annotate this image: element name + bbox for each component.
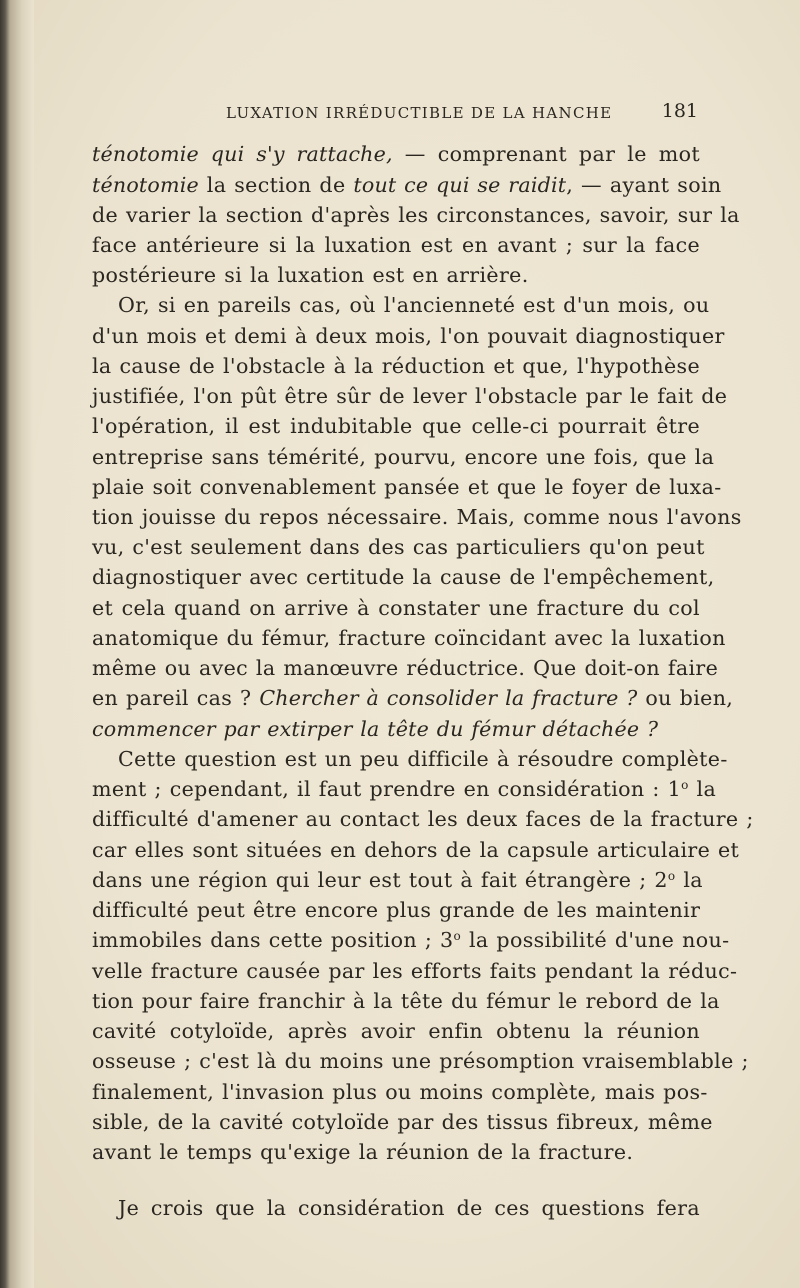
text-line: la cause de l'obstacle à la réduction et que, l'hypothèse bbox=[92, 354, 700, 378]
text-line: et cela quand on arrive à constater une fracture du col bbox=[92, 596, 700, 620]
text-line: commencer par extirper la tête du fémur détachée ? bbox=[92, 717, 659, 741]
text-line: cavité cotyloïde, après avoir enfin obtenu la réunion bbox=[92, 1019, 700, 1043]
text-line: avant le temps qu'exige la réunion de la fracture. bbox=[92, 1140, 634, 1164]
running-title: LUXATION IRRÉDUCTIBLE DE LA HANCHE bbox=[226, 104, 613, 122]
text-line: postérieure si la luxation est en arrière. bbox=[92, 263, 529, 287]
text-line: car elles sont situées en dehors de la capsule articulaire et bbox=[92, 838, 740, 862]
text-line: l'opération, il est indubitable que celle-ci pourrait être bbox=[92, 414, 700, 438]
text-line: finalement, l'invasion plus ou moins complète, mais pos- bbox=[92, 1080, 708, 1104]
text-line: osseuse ; c'est là du moins une présomption vraisemblable ; bbox=[92, 1049, 749, 1073]
text-line: ment ; cependant, il faut prendre en considération : 1$^o$ la bbox=[92, 777, 717, 801]
page-binding-edge bbox=[0, 0, 34, 1288]
text-line: plaie soit convenablement pansée et que le foyer de luxa- bbox=[92, 475, 722, 499]
text-line: entreprise sans témérité, pourvu, encore une fois, que la bbox=[92, 445, 715, 469]
running-head bbox=[92, 100, 700, 130]
page-number: 181 bbox=[661, 100, 698, 122]
text-line: Je crois que la considération de ces questions fera bbox=[118, 1196, 700, 1220]
text-line: même ou avec la manœuvre réductrice. Que doit-on faire bbox=[92, 656, 719, 680]
text-line: en pareil cas ? Chercher à consolider la fracture ? ou bien, bbox=[92, 686, 734, 710]
text-line: ténotomie qui s'y rattache, — comprenant par le mot bbox=[92, 142, 700, 166]
text-line: justifiée, l'on pût être sûr de lever l'obstacle par le fait de bbox=[92, 384, 728, 408]
text-line: sible, de la cavité cotyloïde par des tissus fibreux, même bbox=[92, 1110, 713, 1134]
text-line: diagnostiquer avec certitude la cause de l'empêchement, bbox=[92, 565, 715, 589]
text-line: Or, si en pareils cas, où l'ancienneté est d'un mois, ou bbox=[118, 293, 710, 317]
text-line: difficulté peut être encore plus grande de les maintenir bbox=[92, 898, 701, 922]
text-line: vu, c'est seulement dans des cas particuliers qu'on peut bbox=[92, 535, 705, 559]
text-line: velle fracture causée par les efforts faits pendant la réduc- bbox=[92, 959, 738, 983]
text-line: immobiles dans cette position ; 3$^o$ la possibilité d'une nou- bbox=[92, 928, 730, 952]
text-line: difficulté d'amener au contact les deux faces de la fracture ; bbox=[92, 807, 754, 831]
text-line: d'un mois et demi à deux mois, l'on pouvait diagnostiquer bbox=[92, 324, 725, 348]
text-line: de varier la section d'après les circonstances, savoir, sur la bbox=[92, 203, 740, 227]
text-line: tion pour faire franchir à la tête du fémur le rebord de la bbox=[92, 989, 720, 1013]
text-line: dans une région qui leur est tout à fait étrangère ; 2$^o$ la bbox=[92, 868, 703, 892]
text-line: ténotomie la section de tout ce qui se raidit, — ayant soin bbox=[92, 173, 722, 197]
text-line: Cette question est un peu difficile à résoudre complète- bbox=[118, 747, 728, 771]
text-line: tion jouisse du repos nécessaire. Mais, comme nous l'avons bbox=[92, 505, 742, 529]
text-line: anatomique du fémur, fracture coïncidant avec la luxation bbox=[92, 626, 726, 650]
text-line: face antérieure si la luxation est en avant ; sur la face bbox=[92, 233, 700, 257]
